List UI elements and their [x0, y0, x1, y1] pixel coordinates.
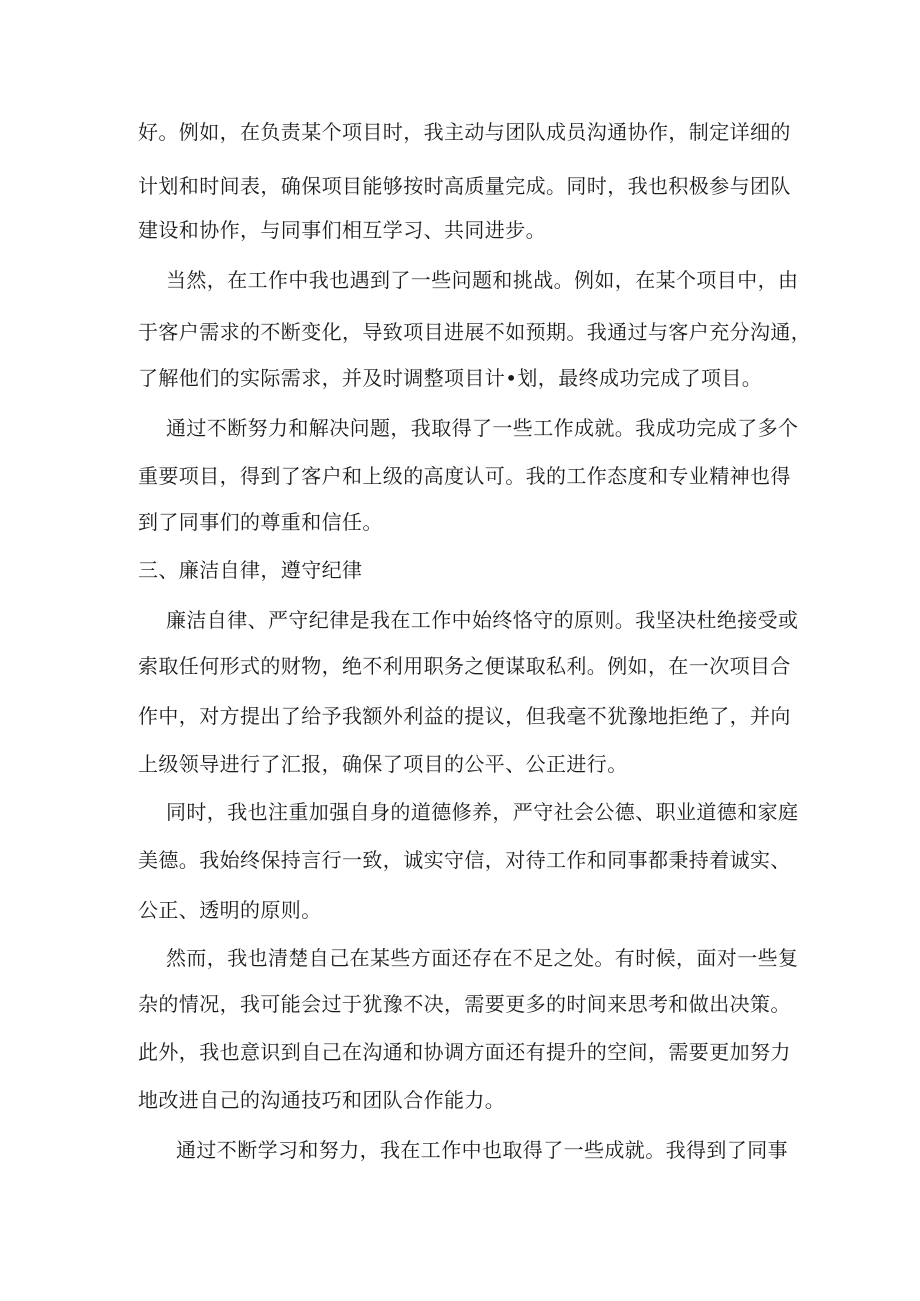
text-line-11: 廉洁自律、严守纪律是我在工作中始终恪守的原则。我坚决杜绝接受或 — [166, 608, 799, 632]
text-line-6: 了解他们的实际需求，并及时调整项目计•划，最终成功完成了项目。 — [138, 366, 763, 390]
text-line-9: 到了同事们的尊重和信任。 — [138, 510, 383, 534]
text-line-4: 当然，在工作中我也遇到了一些问题和挑战。例如，在某个项目中，由 — [166, 268, 799, 292]
text-line-7: 通过不断努力和解决问题，我取得了一些工作成就。我成功完成了多个 — [166, 416, 799, 440]
text-line-15: 同时，我也注重加强自身的道德修养，严守社会公德、职业道德和家庭 — [166, 800, 799, 824]
text-line-16: 美德。我始终保持言行一致，诚实守信，对待工作和同事都秉持着诚实、 — [138, 848, 791, 872]
section-heading: 三、廉洁自律，遵守纪律 — [138, 558, 363, 582]
text-line-17: 公正、透明的原则。 — [138, 898, 322, 922]
text-line-12: 索取任何形式的财物，绝不利用职务之便谋取私利。例如，在一次项目合 — [138, 654, 791, 678]
text-line-13: 作中，对方提出了给予我额外利益的提议，但我毫不犹豫地拒绝了，并向 — [138, 704, 791, 728]
text-line-18: 然而，我也清楚自己在某些方面还存在不足之处。有时候，面对一些复 — [166, 946, 799, 970]
text-line-3: 建设和协作，与同事们相互学习、共同进步。 — [138, 218, 546, 242]
text-line-20: 此外，我也意识到自己在沟通和协调方面还有提升的空间，需要更加努力 — [138, 1040, 791, 1064]
text-line-5: 于客户需求的不断变化，导致项目进展不如预期。我通过与客户充分沟通， — [138, 320, 812, 344]
text-line-1: 好。例如，在负责某个项目时，我主动与团队成员沟通协作，制定详细的 — [138, 120, 791, 144]
text-line-14: 上级领导进行了汇报，确保了项目的公平、公正进行。 — [138, 752, 628, 776]
text-line-21: 地改进自己的沟通技巧和团队合作能力。 — [138, 1088, 506, 1112]
text-line-2: 计划和时间表，确保项目能够按时高质量完成。同时，我也积极参与团队 — [138, 174, 791, 198]
text-line-8: 重要项目，得到了客户和上级的高度认可。我的工作态度和专业精神也得 — [138, 464, 791, 488]
text-line-22: 通过不断学习和努力，我在工作中也取得了一些成就。我得到了同事 — [176, 1138, 788, 1162]
text-line-19: 杂的情况，我可能会过于犹豫不决，需要更多的时间来思考和做出决策。 — [138, 992, 791, 1016]
